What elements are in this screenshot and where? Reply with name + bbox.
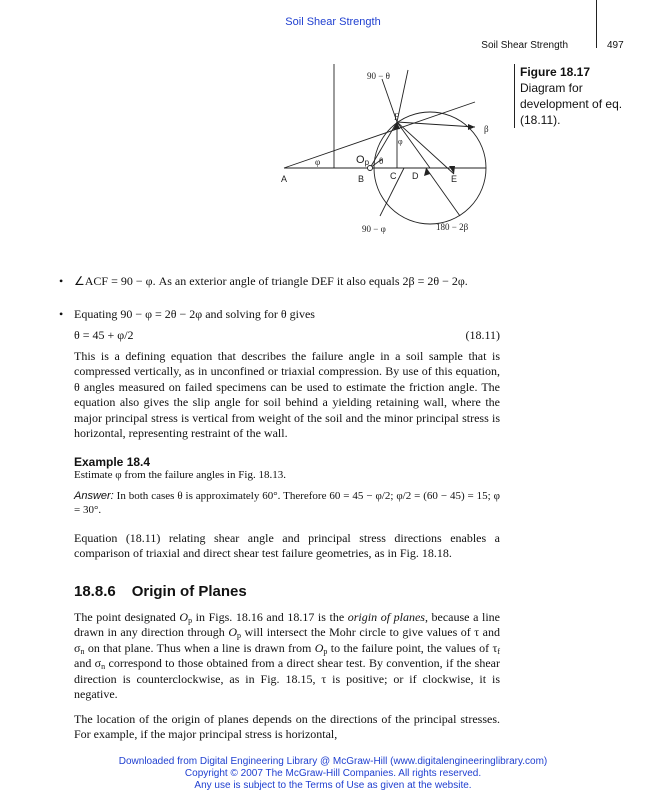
label-bottom-right-angle: 180 − 2β bbox=[436, 222, 469, 232]
section-title: Origin of Planes bbox=[131, 583, 247, 600]
footer-terms-link[interactable]: Any use is subject to the Terms of Use as given at the website. bbox=[194, 780, 472, 791]
answer-text: In both cases θ is approximately 60°. Therefore 60 = 45 − φ/2; φ/2 = (60 − 45) = 15; φ = 30°. bbox=[74, 490, 500, 516]
equation-number: (18.11) bbox=[465, 328, 500, 342]
section-number: 18.8.6 bbox=[74, 583, 116, 600]
example-task: Estimate φ from the failure angles in Fig. 18.13. bbox=[74, 469, 286, 481]
bullet-text: ∠ACF = 90 − φ. As an exterior angle of triangle DEF it also equals 2β = 2θ − 2φ. bbox=[74, 274, 468, 288]
label-b: B bbox=[358, 174, 365, 184]
equation-row bbox=[74, 328, 500, 343]
footer-download-link[interactable]: Downloaded from Digital Engineering Library @ McGraw-Hill (www.digitalengineeringlibrary.com) bbox=[118, 756, 548, 767]
bullet-dot: • bbox=[59, 274, 64, 288]
answer-label: Answer: bbox=[74, 490, 114, 502]
label-theta: θ bbox=[379, 156, 384, 166]
label-f: F bbox=[394, 112, 400, 122]
bullet-dot: • bbox=[59, 307, 64, 321]
paragraph-4: The location of the origin of planes depends on the directions of the principal stresses. For example, if the major principal stress is horizontal, bbox=[74, 712, 500, 742]
label-phi-small: φ bbox=[315, 157, 321, 167]
label-c: C bbox=[390, 171, 397, 181]
arrow-beta bbox=[468, 124, 475, 130]
example-answer bbox=[74, 489, 500, 517]
label-d: D bbox=[412, 171, 419, 181]
figure-caption bbox=[514, 64, 630, 128]
section-heading bbox=[74, 583, 247, 600]
figure-caption-label: Figure 18.17 bbox=[520, 65, 591, 79]
label-top-angle: 90 − θ bbox=[367, 71, 390, 81]
example-title: Example 18.4 bbox=[74, 455, 151, 469]
label-bottom-left-angle: 90 − φ bbox=[362, 224, 386, 234]
chord-line bbox=[370, 122, 397, 168]
equation: θ = 45 + φ/2 bbox=[74, 328, 134, 342]
paragraph-1: This is a defining equation that describes the failure angle in a soil sample that is compressed vertically, as in unconfined or triaxial compression. By use of this equation, θ angles measured on failed specimens can be used to estimate the friction angle. The equation also gives the slip angle for soil behind a yielding retaining wall, where the major principal stress is vertical from weight of the soil and the minor principal stress is horizontal, representing restraint of the wall. bbox=[74, 349, 500, 441]
line-f-to-e bbox=[397, 122, 454, 174]
label-phi-near-f: φ bbox=[398, 137, 403, 146]
footer-copyright: Copyright © 2007 The McGraw-Hill Companies. All rights reserved. bbox=[184, 768, 482, 779]
bullet-text: Equating 90 − φ = 2θ − 2φ and solving for θ gives bbox=[74, 307, 315, 321]
figure-caption-text: Diagram for development of eq. (18.11). bbox=[520, 81, 623, 127]
bullet-item bbox=[59, 274, 500, 289]
label-beta: β bbox=[484, 124, 489, 134]
paragraph-3: The point designated $O_p$ in Figs. 18.16 and 18.17 is the origin of planes, because a line drawn in any direction through $O_p$ will intersect the Mohr circle to give values of τ and $\sigma_n$ on that plane. Thus when a line is drawn from $O_p$ to the failure point, the values of $\tau_f$ and $\sigma_n$ correspond to those obtained from a direct shear test. By convention, if the shear direction is counterclockwise, as in Fig. 18.15, τ is positive; or if clockwise, it is negative. bbox=[74, 610, 500, 702]
mohr-circle-diagram bbox=[270, 62, 510, 242]
page-number: 497 bbox=[607, 40, 624, 51]
label-e: E bbox=[451, 174, 458, 184]
origin-of-planes-term: origin of planes bbox=[347, 610, 425, 624]
header-divider bbox=[596, 0, 597, 48]
bullet-item bbox=[59, 307, 500, 322]
running-head: Soil Shear Strength bbox=[481, 40, 568, 51]
label-a: A bbox=[281, 174, 288, 184]
book-title: Soil Shear Strength bbox=[285, 16, 381, 28]
label-op: Op bbox=[356, 154, 370, 167]
paragraph-2: Equation (18.11) relating shear angle and principal stress directions enables a comparison of triaxial and direct shear test failure geometries, as in Fig. 18.18. bbox=[74, 531, 500, 561]
